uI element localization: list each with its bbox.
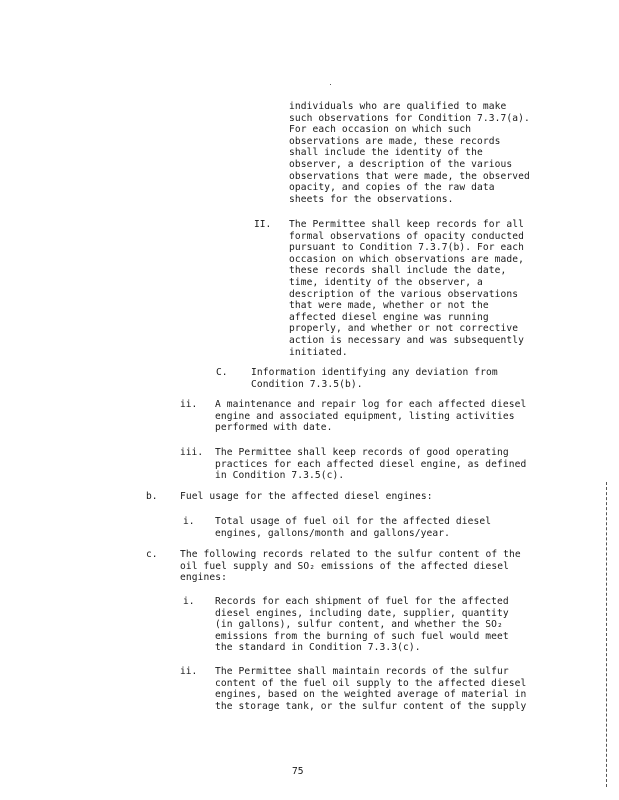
item-c-text: The following records related to the sulfur content of the oil fuel supply and SO₂ emissions of the affected diesel engines: bbox=[180, 549, 521, 584]
item-b-label: b. bbox=[146, 491, 158, 502]
item-ii-label: ii. bbox=[180, 399, 198, 410]
item-b-i-label: i. bbox=[183, 516, 195, 527]
item-iii-text: The Permittee shall keep records of good operating practices for each affected diesel engine, as defined in Condition 7.3.5(c). bbox=[215, 447, 527, 482]
paragraph-II-text: The Permittee shall keep records for all formal observations of opacity conducted pursuant to Condition 7.3.7(b). For each occasion on which observations are made, these records shall include the date, time, identity of the observer, a description of the various observations that were made, whether or not the affected diesel engine was running properly, and whether or not corrective action is necessary and was subsequently initiated. bbox=[289, 219, 525, 358]
page-number: 75 bbox=[292, 766, 304, 777]
item-iii-label: iii. bbox=[180, 447, 204, 458]
paragraph-I-continued: individuals who are qualified to make such observations for Condition 7.3.7(a). For each occasion on which such observations are made, these records shall include the identity of the observer, a description of the various observations that were made, the observed opacity, and copies of the raw data sheets for the observations. bbox=[289, 101, 530, 205]
item-C-label: C. bbox=[216, 367, 228, 378]
paragraph-II-label: II. bbox=[254, 219, 272, 230]
item-c-ii-text: The Permittee shall maintain records of the sulfur content of the fuel oil supply to the affected diesel engines, based on the weighted average of material in the storage tank, or the sulfur content of the supply bbox=[215, 666, 527, 712]
item-ii-text: A maintenance and repair log for each affected diesel engine and associated equipment, listing activities performed with date. bbox=[215, 399, 527, 434]
item-C-text: Information identifying any deviation from Condition 7.3.5(b). bbox=[251, 367, 498, 390]
item-c-i-label: i. bbox=[183, 596, 195, 607]
scan-speck bbox=[330, 84, 331, 85]
item-b-i-text: Total usage of fuel oil for the affected diesel engines, gallons/month and gallons/year. bbox=[215, 516, 492, 539]
item-b-text: Fuel usage for the affected diesel engines: bbox=[180, 491, 433, 502]
item-c-label: c. bbox=[146, 549, 158, 560]
item-c-i-text: Records for each shipment of fuel for the affected diesel engines, including date, supplier, quantity (in gallons), sulfur content, and whether the SO₂ emissions from the burning of such fuel would meet the standard in Condition 7.3.3(c). bbox=[215, 596, 509, 654]
scan-edge-line bbox=[606, 482, 607, 787]
item-c-ii-label: ii. bbox=[180, 666, 198, 677]
